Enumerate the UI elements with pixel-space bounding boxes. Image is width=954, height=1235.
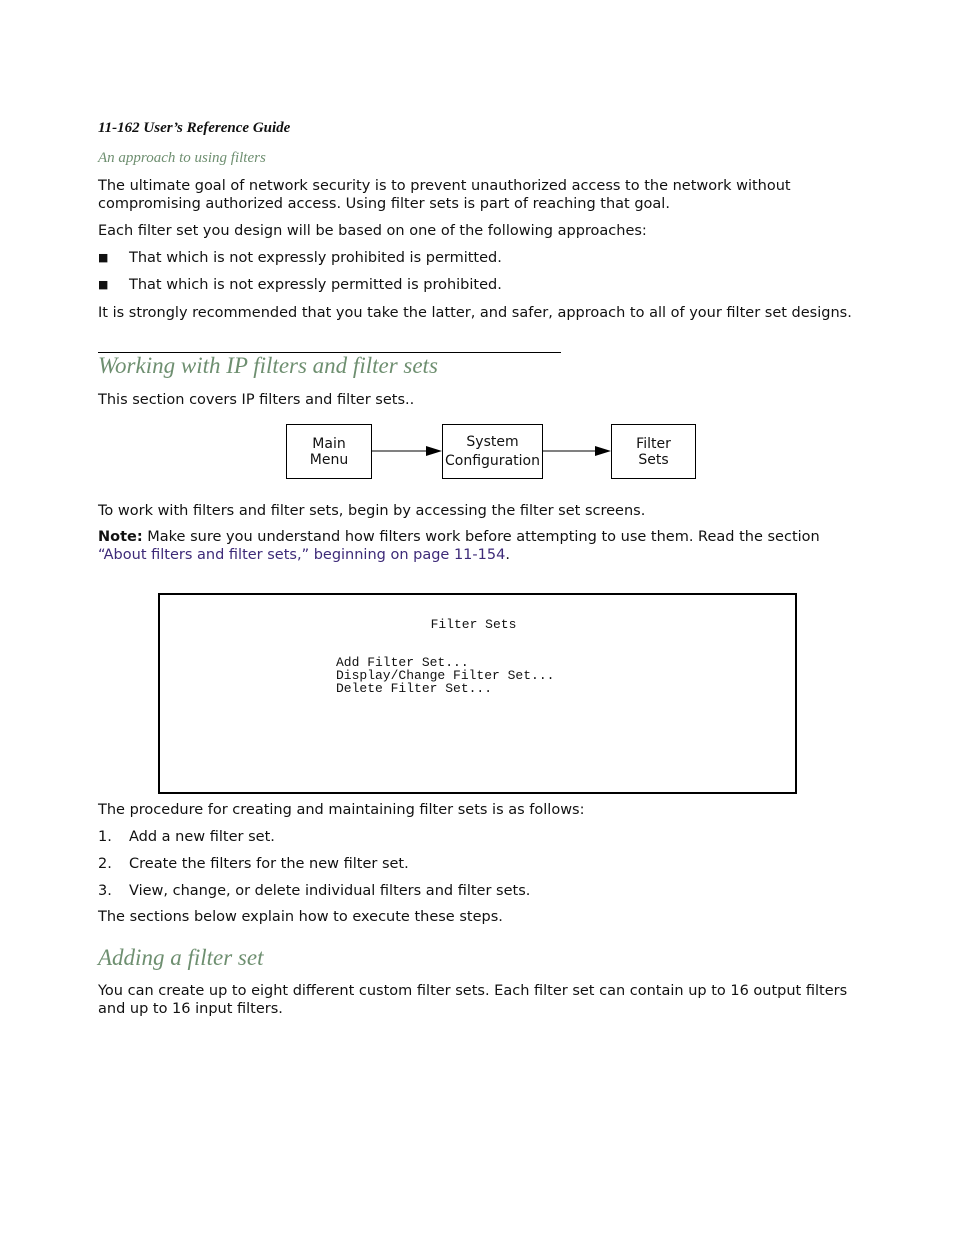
note-end: . bbox=[505, 547, 510, 563]
menu-item-add-filter-set[interactable]: Add Filter Set... bbox=[336, 655, 469, 670]
note-text: Make sure you understand how filters work before attempting to use them. Read the section bbox=[142, 529, 820, 545]
menu-item-delete-filter-set[interactable]: Delete Filter Set... bbox=[336, 681, 493, 696]
screen-title: Filter Sets bbox=[430, 617, 517, 632]
flow-box-system-configuration: System Configuration bbox=[442, 424, 543, 479]
access-paragraph: To work with filters and filter sets, begin by accessing the filter set screens. bbox=[98, 503, 646, 519]
screen-menu bbox=[336, 656, 554, 695]
section-heading-adding-filter-set: Adding a filter set bbox=[98, 945, 264, 970]
filter-sets-screen bbox=[158, 593, 797, 794]
cross-reference-link[interactable]: “About filters and filter sets,” beginning on page 11-154 bbox=[98, 547, 506, 563]
arrow-right-icon bbox=[543, 446, 611, 456]
section-heading-ip-filters: Working with IP filters and filter sets bbox=[98, 353, 438, 378]
flow-box-filter-sets: Filter Sets bbox=[611, 424, 696, 479]
flow-arrows bbox=[98, 0, 858, 500]
procedure-intro: The procedure for creating and maintaining filter sets is as follows: bbox=[98, 802, 585, 818]
note-label: Note: bbox=[98, 529, 143, 545]
adding-filter-set-paragraph: You can create up to eight different custom filter sets. Each filter set can contain up to 16 output filters and up to 16 input filters. bbox=[98, 983, 848, 1017]
intro-paragraph-2: Each filter set you design will be based on one of the following approaches: bbox=[98, 223, 647, 239]
running-header: 11-162 User’s Reference Guide bbox=[98, 120, 291, 136]
flow-box-main-menu: Main Menu bbox=[286, 424, 372, 479]
section-intro-paragraph: This section covers IP filters and filter sets.. bbox=[98, 392, 415, 408]
arrow-right-icon bbox=[372, 446, 442, 456]
bullet-square-icon: ■ bbox=[98, 251, 109, 264]
procedure-outro: The sections below explain how to execute these steps. bbox=[98, 909, 503, 925]
bullet-square-icon: ■ bbox=[98, 278, 109, 291]
intro-paragraph-3: It is strongly recommended that you take the latter, and safer, approach to all of your filter set designs. bbox=[98, 305, 852, 321]
subsection-heading: An approach to using filters bbox=[98, 150, 266, 166]
note-paragraph bbox=[98, 528, 858, 564]
intro-paragraph-1: The ultimate goal of network security is to prevent unauthorized access to the network without compromising authorized access. Using filter sets is part of reaching that goal. bbox=[98, 178, 791, 212]
menu-item-display-change-filter-set[interactable]: Display/Change Filter Set... bbox=[336, 668, 555, 683]
